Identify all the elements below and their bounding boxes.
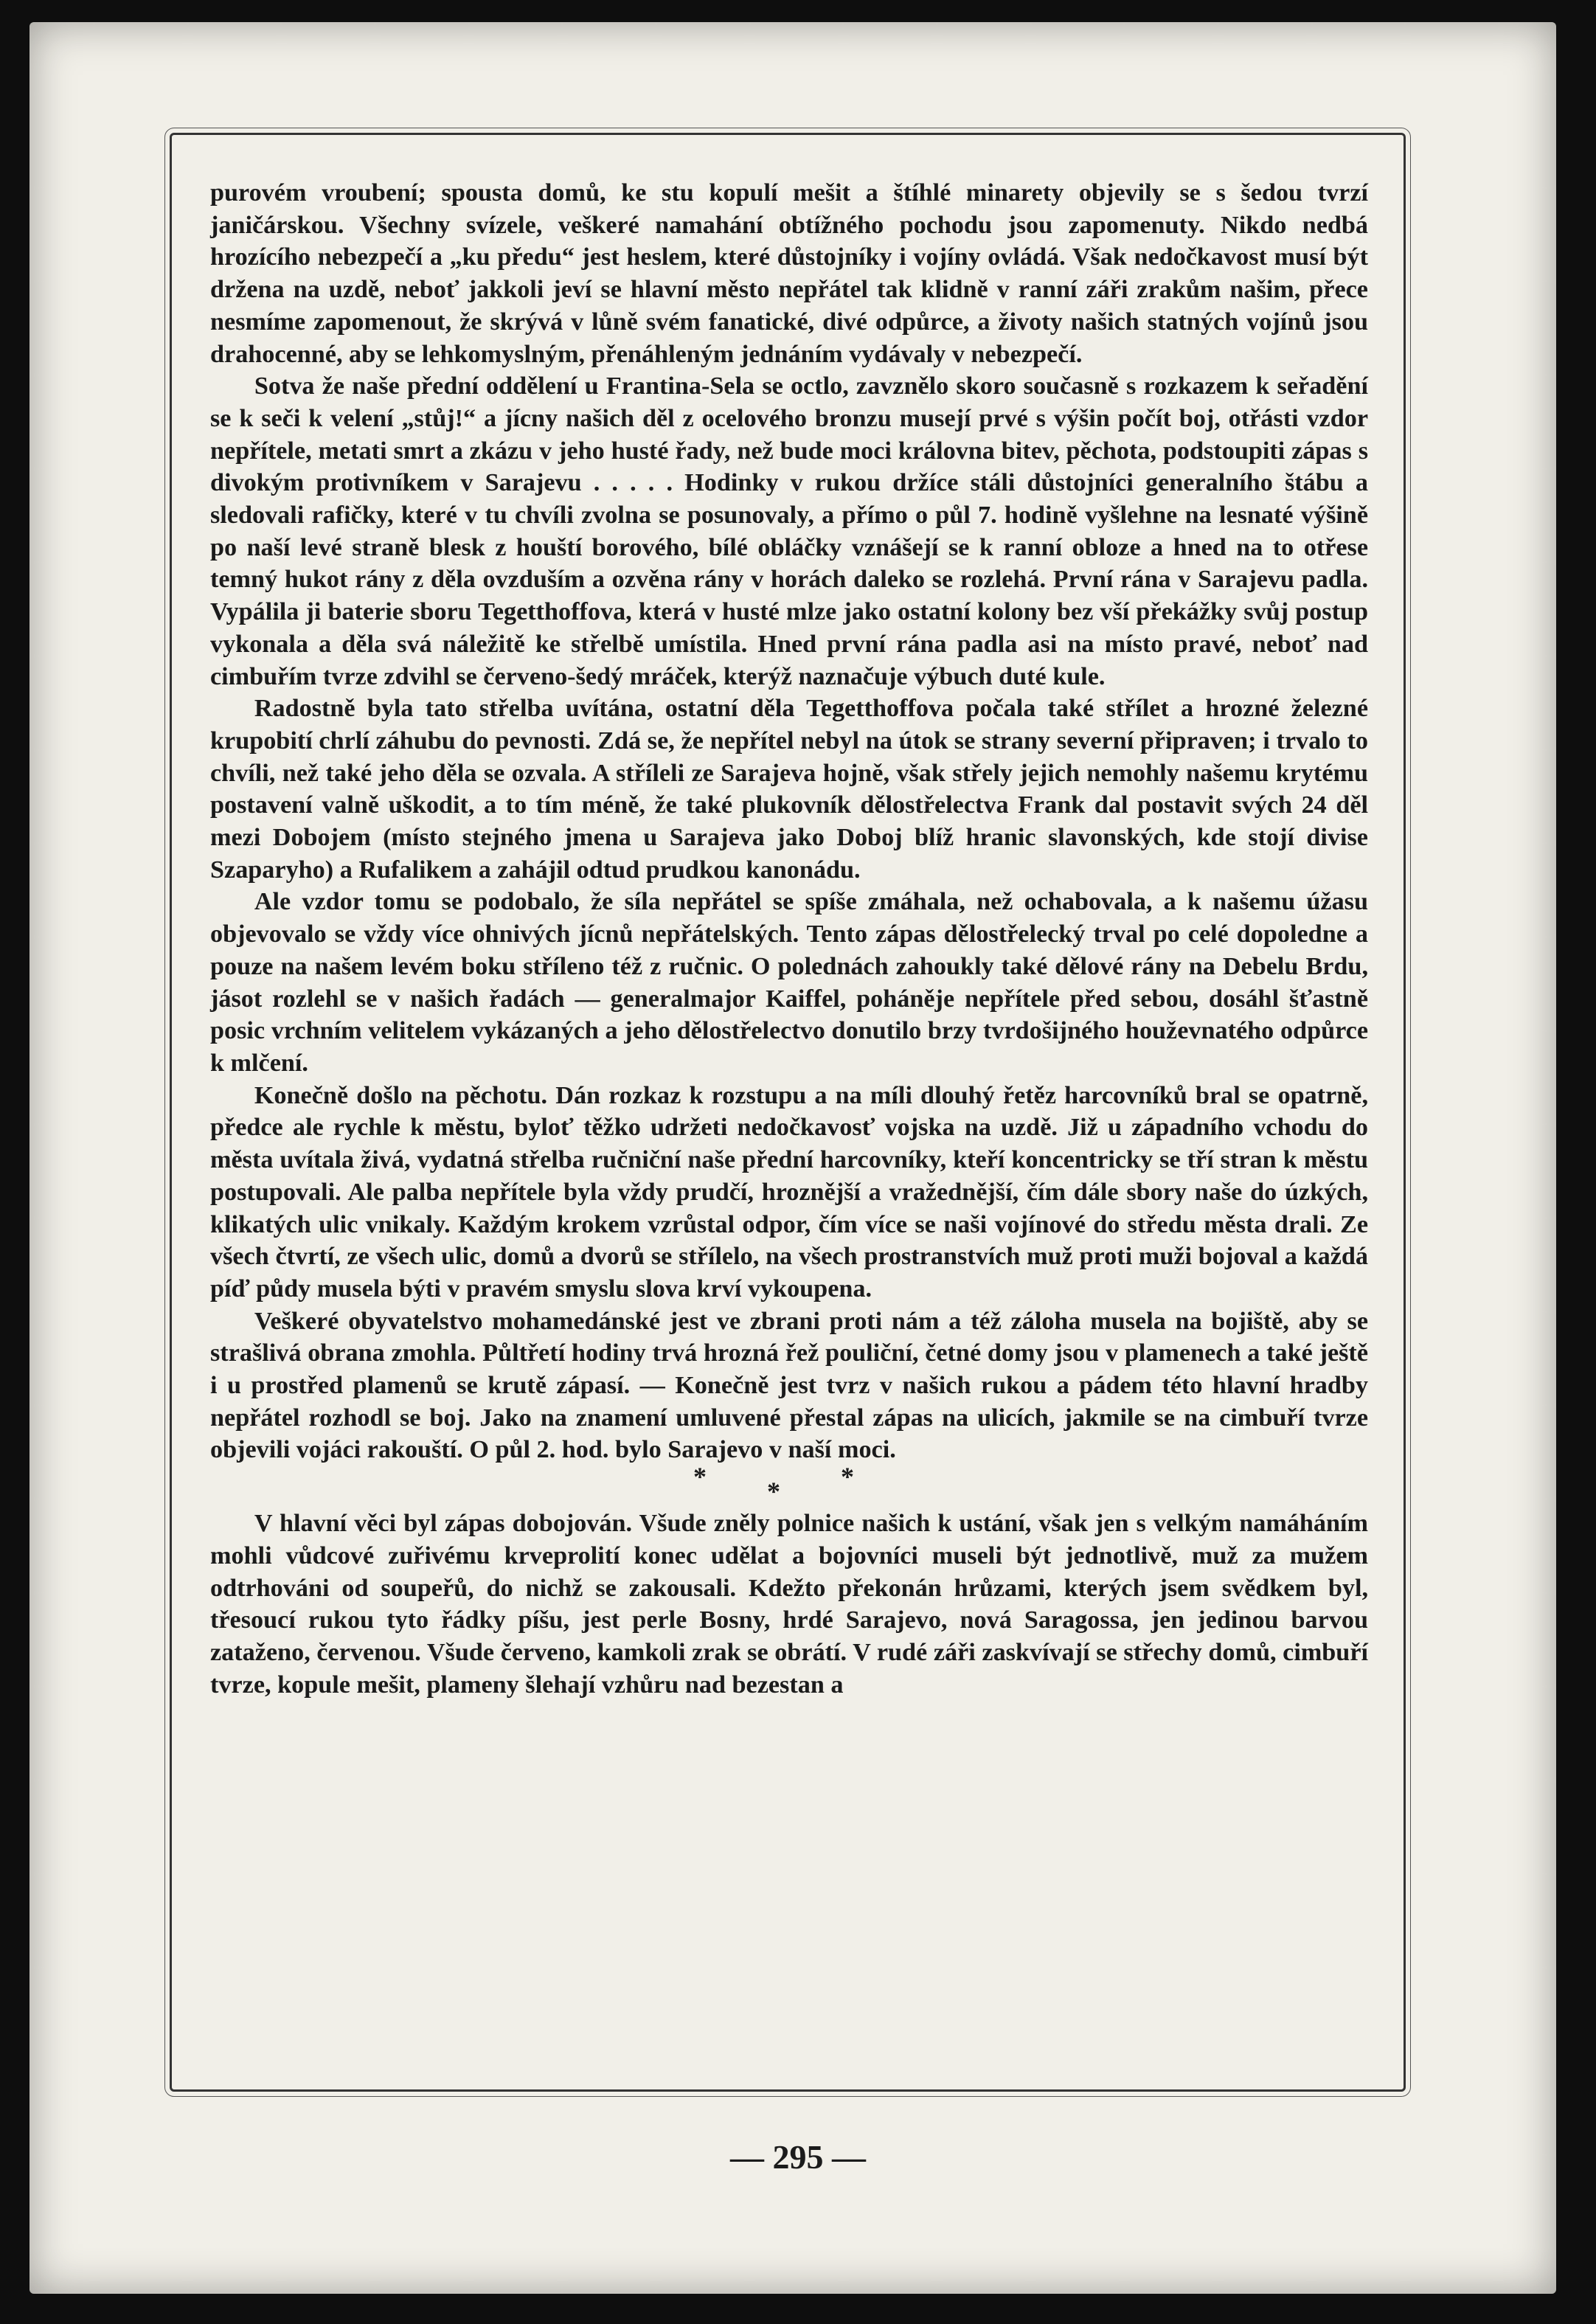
paragraph-5: Konečně došlo na pěchotu. Dán rozkaz k rozstupu a na míli dlouhý řetěz harcovníků bral se opatrně, předce ale rychle k městu, byloť těžko udržeti nedočkavosť vojska na uzdě. Již u západního vchodu do města uvítala živá, vydatná střelba ručniční naše přední harcovníky, kteří koncentricky se tří stran k městu postupovali. Ale palba nepřítele byla vždy prudčí, hroznější a vražednější, čím dále sbory naše do úzkých, klikatých ulic vnikaly. Každým krokem vzrůstal odpor, čím více se naši vojínové do středu města drali. Ze všech čtvrtí, ze všech ulic, domů a dvorů se střílelo, na všech prostranstvích muž proti muži bojoval a každá píď půdy musela býti v pravém smyslu slova krví vykoupena. <box>210 1081 1368 1303</box>
separator-asterisk: * <box>841 1462 854 1492</box>
section-separator <box>210 1462 1368 1508</box>
paragraph-6: Veškeré obyvatelstvo mohamedánské jest ve zbrani proti nám a též záloha musela na bojiště, aby se strašlivá obrana zmohla. Půltřetí hodiny trvá hrozná řež pouliční, četné domy jsou v plamenech a také ještě i u prostřed plamenů se krutě zápasí. — Konečně jest tvrz v našich rukou a pádem této hlavní hradby nepřátel rozhodl se boj. Jako na znamení umluvené přestal zápas na ulicích, jakmile se na cimbuří tvrze objevili vojáci rakouští. O půl 2. hod. bylo Sarajevo v naší moci. <box>210 1307 1368 1464</box>
paragraph-4: Ale vzdor tomu se podobalo, že síla nepřátel se spíše zmáhala, než ochabovala, a k našemu úžasu objevovalo se vždy více ohnivých jícnů nepřátelských. Tento zápas dělostřelecký trval po celé dopoledne a pouze na našem levém boku stříleno též z ručnic. O polednách zahoukly také dělové rány na Debelu Brdu, jásot rozlehl se v našich řadách — generalmajor Kaiffel, poháněje nepřítele před sebou, dosáhl šťastně posic vrchním velitelem vykázaných a jeho dělostřelectvo donutilo brzy tvrdošijného houževnatého odpůrce k mlčení. <box>210 888 1368 1077</box>
separator-asterisk: * <box>693 1462 707 1492</box>
paragraph-2: Sotva že naše přední oddělení u Frantina-Sela se octlo, zavznělo skoro současně s rozkazem k seřadění se k seči k velení „stůj!“ a jícny našich děl z ocelového bronzu musejí prvé s výšin počít boj, otřásti vzdor nepřítele, metati smrt a zkázu v jeho husté řady, než bude moci královna bitev, pěchota, podstoupiti zápas s divokým protivníkem v Sarajevu . . . . . Hodinky v rukou držíce stáli důstojníci generalního štábu a sledovali rafičky, které v tu chvíli zvolna se posunovaly, a přímo o půl 7. hodině vyšlehne na lesnaté výšině po naší levé straně blesk z houští borového, bílé obláčky vznášejí se k ranní obloze a hned na to otřese temný hukot rány z děla ovzduším a ozvěna rány v horách daleko se rozlehá. První rána v Sarajevu padla. Vypálila ji baterie sboru Tegetthoffova, která v husté mlze jako ostatní kolony bez vší překážky svůj postup vykonala a děla svá náležitě ke střelbě umístila. Hned první rána padla asi na místo pravé, neboť nad cimbuřím tvrze zdvihl se červeno-šedý mráček, kterýž naznačuje výbuch duté kule. <box>210 372 1368 690</box>
separator-asterisk: * <box>767 1477 780 1507</box>
paragraph-1: purovém vroubení; spousta domů, ke stu kopulí mešit a štíhlé minarety objevily se s šedou tvrzí janičárskou. Všechny svízele, veškeré namahání obtížného pochodu jsou zapomenuty. Nikdo nedbá hrozícího nebezpečí a „ku předu“ jest heslem, které důstojníky i vojíny ovládá. Však nedočkavost musí být držena na uzdě, neboť jakkoli jeví se hlavní město nepřátel tak klidně v ranní záři zrakům našim, přece nesmíme zapomenout, že skrývá v lůně svém fanatické, divé odpůrce, a životy našich statných vojínů jsou drahocenné, aby se lehkomyslným, přenáhleným jednáním vydávaly v nebezpečí. <box>210 179 1368 368</box>
paragraph-3: Radostně byla tato střelba uvítána, ostatní děla Tegetthoffova počala také střílet a hrozné železné krupobití chrlí záhubu do pevnosti. Zdá se, že nepřítel nebyl na útok se strany severní připraven; i trvalo to chvíli, než také jeho děla se ozvala. A stříleli ze Sarajeva hojně, však střely jejich nemohly našemu krytému postavení valně uškodit, a to tím méně, že také plukovník dělostřelectva Frank dal postavit svých 24 děl mezi Dobojem (místo stejného jmena u Sarajeva jako Doboj blíž hranic slavonských, kde stojí divise Szaparyho) a Rufalikem a zahájil odtud prudkou kanonádu. <box>210 695 1368 884</box>
body-text <box>210 177 1368 1701</box>
paragraph-7: V hlavní věci byl zápas dobojován. Všude zněly polnice našich k ustání, však jen s velkým namáháním mohli vůdcové zuřivému krveprolití konec udělat a bojovníci museli být jednotlivě, muž za mužem odtrhováni od soupeřů, do nichž se zakousali. Kdežto překonán hrůzami, kterých jsem svědkem byl, třesoucí rukou tyto řádky píšu, jest perle Bosny, hrdé Sarajevo, nová Saragossa, jen jedinou barvou zataženo, červenou. Všude červeno, kamkoli zrak se obrátí. V rudé záři zaskvívají se střechy domů, cimbuří tvrze, kopule mešit, plameny šlehají vzhůru nad bezestan a <box>210 1510 1368 1699</box>
page-number: — 295 — <box>730 2138 866 2176</box>
